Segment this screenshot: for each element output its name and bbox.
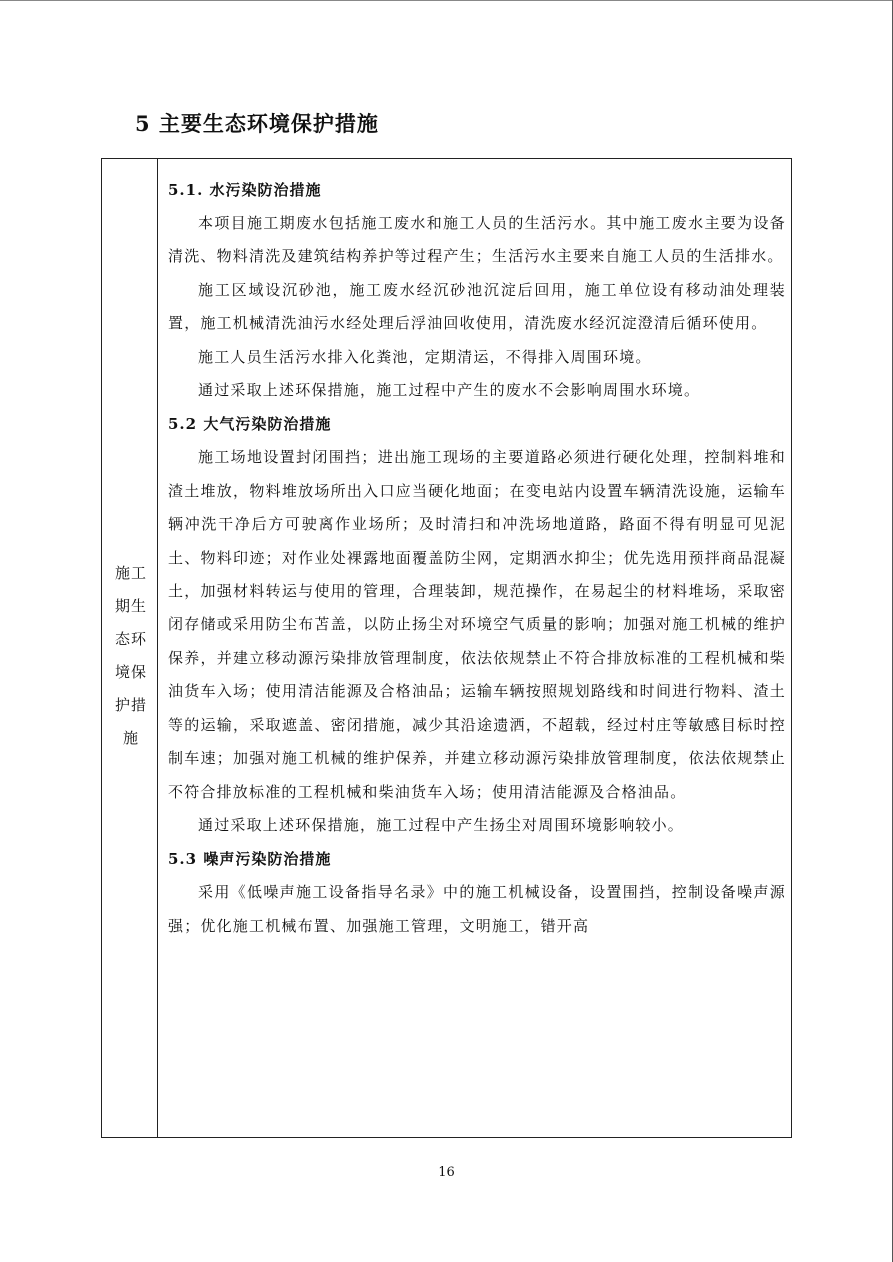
measures-table [101,158,792,1138]
heading-air: 5.2 大气污染防治措施 [168,415,332,434]
left-label-cell [102,159,158,1137]
left-label: 施工期生态环境保护措施 [114,564,147,747]
paragraph: 本项目施工期废水包括施工废水和施工人员的生活污水。其中施工废水主要为设备清洗、物料清洗及建筑结构养护等过程产生；生活污水主要来自施工人员的生活排水。 [168,214,786,266]
paragraph: 施工区域设沉砂池，施工废水经沉砂池沉淀后回用，施工单位设有移动油处理装置，施工机械清洗油污水经处理后浮油回收使用，清洗废水经沉淀澄清后循环使用。 [168,280,786,333]
section-title: 5 主要生态环境保护措施 [135,111,379,136]
page-top-border [0,0,893,1]
paragraph: 通过采取上述环保措施，施工过程中产生的废水不会影响周围水环境。 [198,381,701,400]
paragraph: 采用《低噪声施工设备指导名录》中的施工机械设备，设置围挡，控制设备噪声源强；优化施工机械布置、加强施工管理，文明施工，错开高 [168,883,786,935]
content-cell [168,173,786,943]
paragraph: 通过采取上述环保措施，施工过程中产生扬尘对周围环境影响较小。 [198,815,685,834]
heading-noise: 5.3 噪声污染防治措施 [168,850,332,869]
paragraph: 施工场地设置封闭围挡；进出施工现场的主要道路必须进行硬化处理，控制料堆和渣土堆放，物料堆放场所出入口应当硬化地面；在变电站内设置车辆清洗设施，运输车辆冲洗干净后方可驶离作业场所；及时清扫和冲洗场地道路，路面不得有明显可见泥土、物料印迹；对作业处裸露地面覆盖防尘网，定期洒水抑尘；优先选用预拌商品混凝土，加强材料转运与使用的管理，合理装卸，规范操作，在易起尘的材料堆场，采取密闭存储或采用防尘布苫盖，以防止扬尘对环境空气质量的影响；加强对施工机械的维护保养，并建立移动源污染排放管理制度，依法依规禁止不符合排放标准的工程机械和柴油货车入场；使用清洁能源及合格油品；运输车辆按照规划路线和时间进行物料、渣土等的运输，采取遮盖、密闭措施，减少其沿途遗洒，不超载，经过村庄等敏感目标时控制车速；加强对施工机械的维护保养，并建立移动源污染排放管理制度，依法依规禁止不符合排放标准的工程机械和柴油货车入场；使用清洁能源及合格油品。 [168,448,786,801]
page-number: 16 [438,1165,455,1180]
paragraph: 施工人员生活污水排入化粪池，定期清运，不得排入周围环境。 [198,347,652,366]
heading-water: 5.1. 水污染防治措施 [168,181,322,199]
